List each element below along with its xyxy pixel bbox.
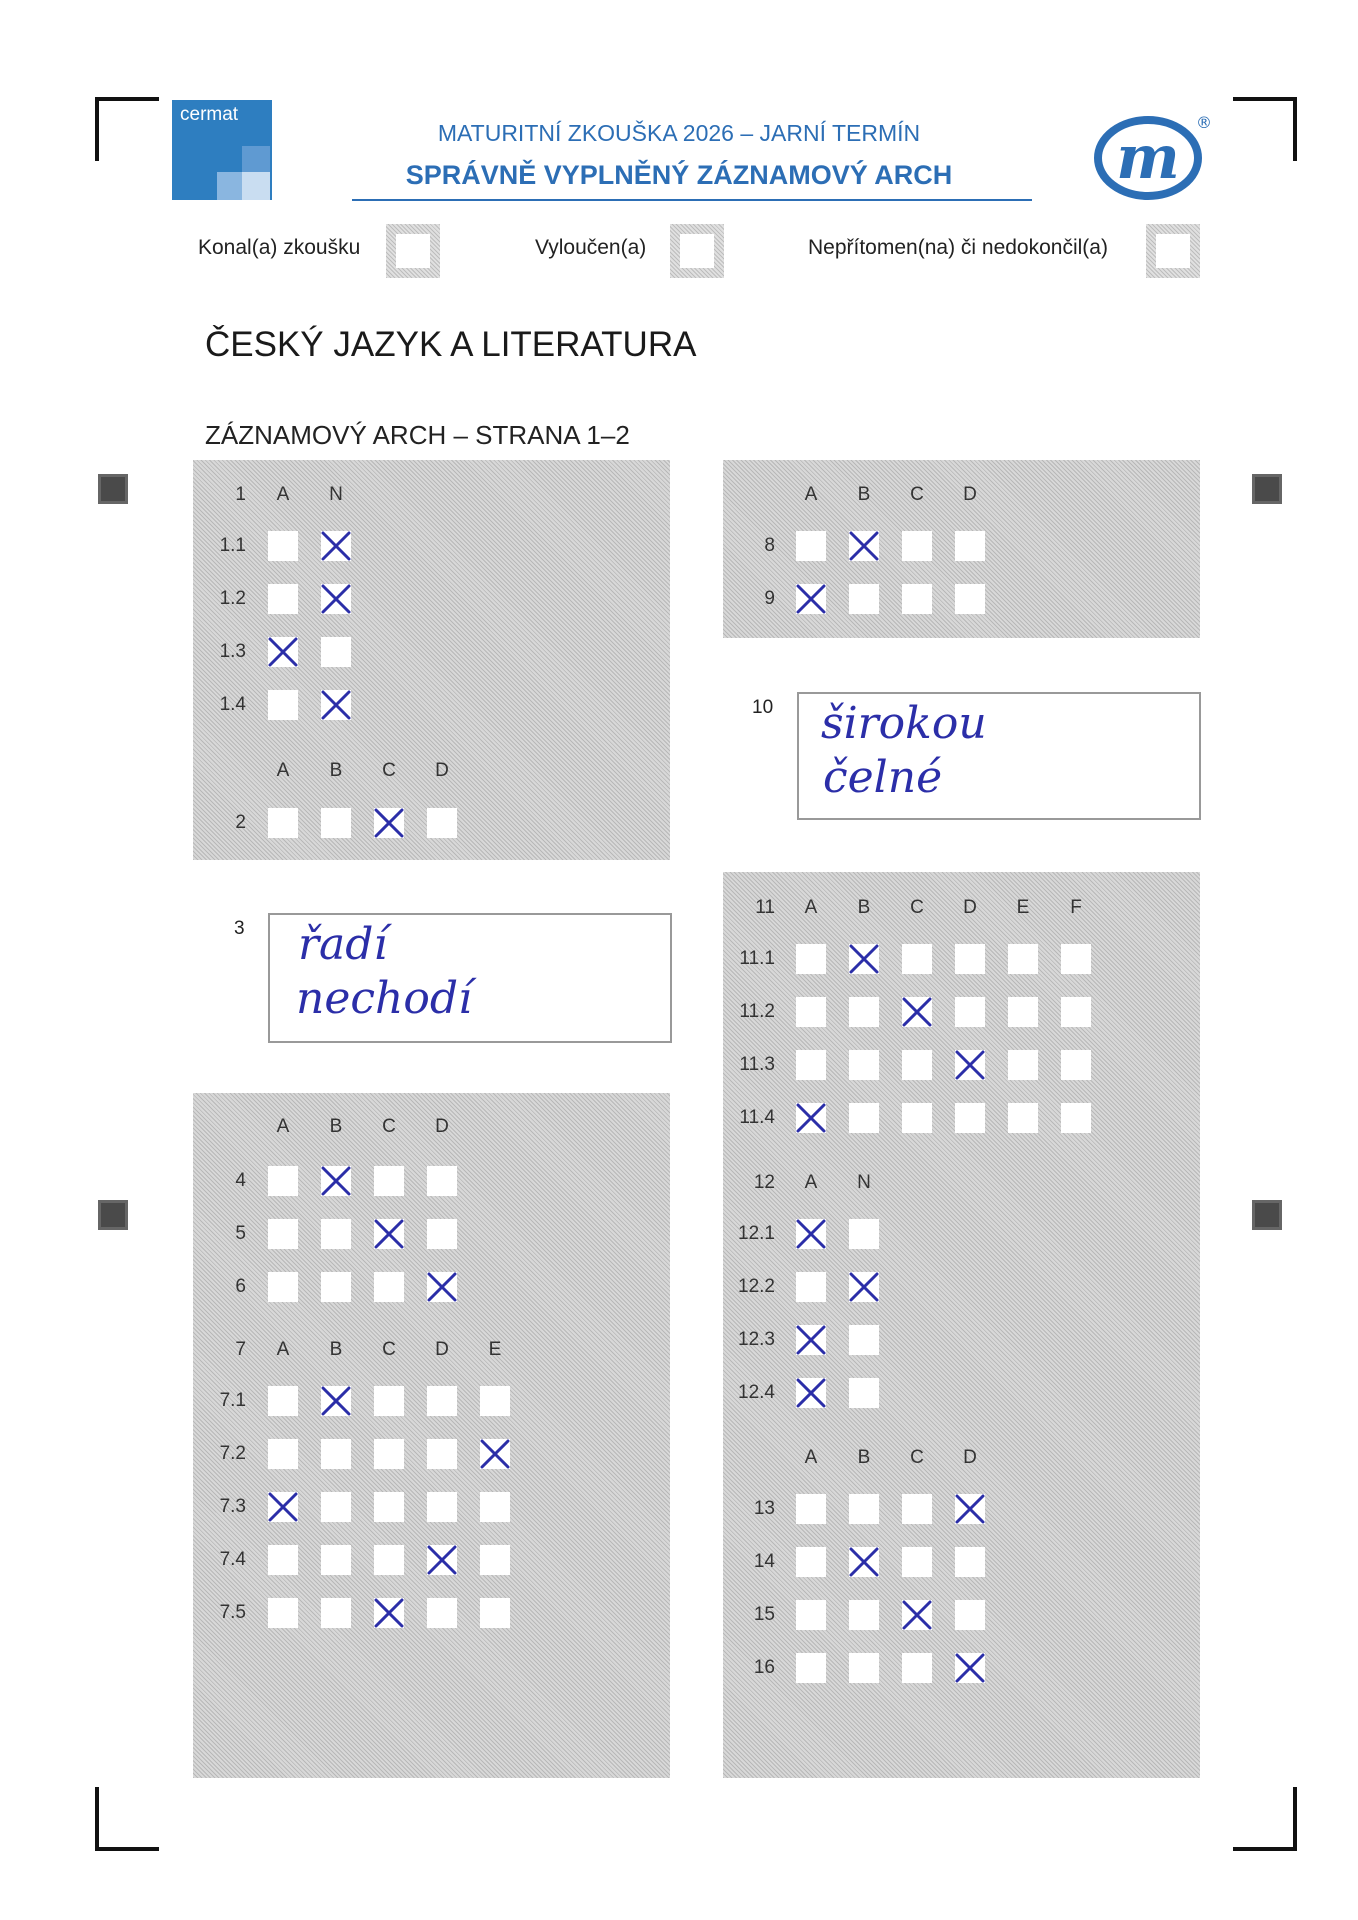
answer-cell-7-3-d[interactable] [427,1492,457,1522]
cross-mark-icon [846,528,882,564]
answer-cell-7-5-a[interactable] [268,1598,298,1628]
cermat-logo [172,100,272,200]
answer-cell-11-4-d[interactable] [955,1103,985,1133]
registration-mark [98,474,128,504]
q1-group-label: 1 [235,484,246,505]
cross-mark-icon [846,1544,882,1580]
answer-cell-11-4-b[interactable] [849,1103,879,1133]
registration-mark [1252,474,1282,504]
answer-cell-11-2-e[interactable] [1008,997,1038,1027]
answer-cell-5-d[interactable] [427,1219,457,1249]
column-header-d: D [963,1447,977,1468]
column-header-e: E [1016,897,1030,918]
row-label-6: 6 [235,1276,246,1297]
sheet-title: ZÁZNAMOVÝ ARCH – STRANA 1–2 [205,420,630,450]
cross-mark-icon [952,1491,988,1527]
answer-cell-9-d[interactable] [955,584,985,614]
answer-cell-5-b[interactable] [321,1219,351,1249]
answer-cell-11-4-e[interactable] [1008,1103,1038,1133]
row-label-1-2: 1.2 [219,588,246,609]
cross-mark-icon [793,1100,829,1136]
row-label-5: 5 [235,1223,246,1244]
column-header-b: B [857,897,871,918]
cross-mark-icon [793,1375,829,1411]
handwritten-answer-3-line2: nechodí [296,973,473,1024]
corner-mark-bottom-left [95,1787,159,1851]
answer-cell-1-2-a[interactable] [268,584,298,614]
answer-cell-11-2-f[interactable] [1061,997,1091,1027]
answer-cell-7-4-c[interactable] [374,1545,404,1575]
row-label-2: 2 [235,812,246,833]
handwritten-answer-10-line2: čelné [823,752,943,803]
status-checkbox-vyloucen[interactable] [670,224,724,278]
row-label-1-4: 1.4 [219,694,246,715]
answer-cell-11-1-d[interactable] [955,944,985,974]
column-header-d: D [963,897,977,918]
column-header-a: A [804,1172,818,1193]
row-label-7-5: 7.5 [219,1602,246,1623]
answer-cell-15-a[interactable] [796,1600,826,1630]
answer-cell-7-3-b[interactable] [321,1492,351,1522]
cross-mark-icon [793,1216,829,1252]
cross-mark-icon [265,1489,301,1525]
answer-cell-11-4-f[interactable] [1061,1103,1091,1133]
status-label-vyloucen: Vyloučen(a) [535,236,647,259]
corner-mark-bottom-right [1233,1787,1297,1851]
answer-cell-4-c[interactable] [374,1166,404,1196]
row-label-1-1: 1.1 [219,535,246,556]
question-3-label: 3 [234,918,245,939]
row-label-1-3: 1.3 [219,641,246,662]
cross-mark-icon [899,1597,935,1633]
column-header-n: N [329,484,343,505]
column-header-f: F [1070,897,1082,918]
corner-mark-top-right [1233,97,1297,161]
handwritten-answer-10-line1: širokou [821,698,987,749]
answer-cell-11-1-f[interactable] [1061,944,1091,974]
answer-cell-7-5-e[interactable] [480,1598,510,1628]
cross-mark-icon [318,1383,354,1419]
answer-cell-7-1-c[interactable] [374,1386,404,1416]
answer-cell-7-2-a[interactable] [268,1439,298,1469]
answer-cell-6-a[interactable] [268,1272,298,1302]
answer-box-3[interactable] [268,913,672,1043]
exam-title: MATURITNÍ ZKOUŠKA 2026 – JARNÍ TERMÍN [437,120,921,146]
cross-mark-icon [424,1269,460,1305]
cross-mark-icon [952,1047,988,1083]
column-header-d: D [963,484,977,505]
answer-cell-14-a[interactable] [796,1547,826,1577]
answer-cell-1-3-n[interactable] [321,637,351,667]
answer-cell-12-1-n[interactable] [849,1219,879,1249]
answer-cell-7-3-e[interactable] [480,1492,510,1522]
cross-mark-icon [846,1269,882,1305]
answer-cell-9-b[interactable] [849,584,879,614]
answer-cell-8-d[interactable] [955,531,985,561]
row-label-12-2: 12.2 [738,1276,775,1297]
corner-mark-top-left [95,97,159,161]
status-label-neprit: Nepřítomen(na) či nedokončil(a) [808,236,1108,259]
answer-cell-11-1-c[interactable] [902,944,932,974]
cross-mark-icon [318,687,354,723]
answer-cell-12-4-n[interactable] [849,1378,879,1408]
row-label-11-1: 11.1 [739,948,775,969]
answer-cell-11-1-a[interactable] [796,944,826,974]
row-label-12-3: 12.3 [738,1329,775,1350]
column-header-b: B [329,760,343,781]
row-label-11-2: 11.2 [739,1001,775,1022]
cross-mark-icon [318,1163,354,1199]
cross-mark-icon [424,1542,460,1578]
row-label-7-1: 7.1 [219,1390,246,1411]
answer-cell-12-2-a[interactable] [796,1272,826,1302]
answer-cell-14-d[interactable] [955,1547,985,1577]
question-10-label: 10 [752,697,774,718]
cross-mark-icon [371,1216,407,1252]
q12-group-label: 12 [753,1172,775,1193]
answer-cell-4-d[interactable] [427,1166,457,1196]
column-header-b: B [857,484,871,505]
answer-cell-13-c[interactable] [902,1494,932,1524]
row-label-9: 9 [764,588,775,609]
column-header-n: N [857,1172,871,1193]
column-header-c: C [382,1339,396,1360]
answer-box-10[interactable] [797,692,1201,820]
row-label-8: 8 [764,535,775,556]
answer-cell-14-c[interactable] [902,1547,932,1577]
row-label-15: 15 [753,1604,775,1625]
answer-cell-7-5-d[interactable] [427,1598,457,1628]
column-header-b: B [329,1116,343,1137]
answer-cell-7-2-b[interactable] [321,1439,351,1469]
answer-cell-7-3-c[interactable] [374,1492,404,1522]
row-label-16: 16 [753,1657,775,1678]
answer-cell-13-a[interactable] [796,1494,826,1524]
answer-cell-15-d[interactable] [955,1600,985,1630]
column-header-e: E [488,1339,502,1360]
answer-cell-5-a[interactable] [268,1219,298,1249]
row-label-13: 13 [753,1498,775,1519]
handwritten-answer-3-line1: řadí [298,919,388,970]
answer-cell-11-3-b[interactable] [849,1050,879,1080]
answer-cell-16-b[interactable] [849,1653,879,1683]
column-header-a: A [804,484,818,505]
column-header-a: A [276,1116,290,1137]
registered-mark: ® [1196,113,1212,132]
q7-group-label: 7 [235,1339,246,1360]
column-header-a: A [276,760,290,781]
column-header-a: A [804,1447,818,1468]
answer-cell-11-2-b[interactable] [849,997,879,1027]
cross-mark-icon [846,941,882,977]
cermat-logo-text: cermat [180,104,239,125]
subject-title: ČESKÝ JAZYK A LITERATURA [205,325,697,364]
answer-cell-8-c[interactable] [902,531,932,561]
answer-cell-12-3-n[interactable] [849,1325,879,1355]
column-header-c: C [910,897,924,918]
column-header-b: B [857,1447,871,1468]
answer-cell-7-4-e[interactable] [480,1545,510,1575]
answer-cell-2-b[interactable] [321,808,351,838]
answer-cell-7-2-c[interactable] [374,1439,404,1469]
column-header-b: B [329,1339,343,1360]
answer-cell-2-a[interactable] [268,808,298,838]
answer-cell-15-b[interactable] [849,1600,879,1630]
maturita-logo-letter: m [1116,123,1180,193]
answer-cell-11-2-d[interactable] [955,997,985,1027]
column-header-a: A [276,1339,290,1360]
column-header-a: A [804,897,818,918]
answer-cell-1-4-a[interactable] [268,690,298,720]
column-header-c: C [382,760,396,781]
answer-cell-7-2-d[interactable] [427,1439,457,1469]
row-label-7-2: 7.2 [219,1443,246,1464]
cross-mark-icon [899,994,935,1030]
row-label-4: 4 [235,1170,246,1191]
status-checkbox-konal[interactable] [386,224,440,278]
column-header-c: C [382,1116,396,1137]
q11-group-label: 11 [755,897,775,918]
cross-mark-icon [477,1436,513,1472]
column-header-d: D [435,1116,449,1137]
answer-cell-1-1-a[interactable] [268,531,298,561]
answer-cell-16-c[interactable] [902,1653,932,1683]
column-header-c: C [910,484,924,505]
row-label-7-4: 7.4 [219,1549,246,1570]
answer-cell-7-1-d[interactable] [427,1386,457,1416]
answer-cell-11-4-c[interactable] [902,1103,932,1133]
answer-cell-7-1-e[interactable] [480,1386,510,1416]
column-header-d: D [435,1339,449,1360]
cross-mark-icon [793,1322,829,1358]
answer-cell-11-3-a[interactable] [796,1050,826,1080]
answer-cell-6-c[interactable] [374,1272,404,1302]
row-label-11-3: 11.3 [739,1054,775,1075]
sheet-heading: SPRÁVNĚ VYPLNĚNÝ ZÁZNAMOVÝ ARCH [405,160,953,190]
column-header-c: C [910,1447,924,1468]
column-header-d: D [435,760,449,781]
answer-cell-8-a[interactable] [796,531,826,561]
column-header-a: A [276,484,290,505]
row-label-14: 14 [753,1551,775,1572]
answer-cell-11-3-e[interactable] [1008,1050,1038,1080]
row-label-12-4: 12.4 [738,1382,775,1403]
cross-mark-icon [265,634,301,670]
answer-cell-7-4-a[interactable] [268,1545,298,1575]
cross-mark-icon [318,581,354,617]
answer-cell-6-b[interactable] [321,1272,351,1302]
answer-cell-16-a[interactable] [796,1653,826,1683]
answer-cell-11-3-f[interactable] [1061,1050,1091,1080]
answer-cell-7-4-b[interactable] [321,1545,351,1575]
cross-mark-icon [793,581,829,617]
cross-mark-icon [952,1650,988,1686]
registration-mark [98,1200,128,1230]
answer-cell-11-1-e[interactable] [1008,944,1038,974]
header-divider [352,199,1032,201]
registration-mark [1252,1200,1282,1230]
cross-mark-icon [371,1595,407,1631]
cross-mark-icon [318,528,354,564]
answer-cell-9-c[interactable] [902,584,932,614]
status-label-konal: Konal(a) zkoušku [198,236,361,259]
row-label-11-4: 11.4 [739,1107,775,1128]
row-label-12-1: 12.1 [738,1223,775,1244]
cross-mark-icon [371,805,407,841]
answer-cell-4-a[interactable] [268,1166,298,1196]
maturita-logo [1090,108,1214,203]
row-label-7-3: 7.3 [219,1496,246,1517]
status-checkbox-neprit[interactable] [1146,224,1200,278]
answer-cell-7-1-a[interactable] [268,1386,298,1416]
answer-cell-2-d[interactable] [427,808,457,838]
answer-cell-11-2-a[interactable] [796,997,826,1027]
answer-cell-7-5-b[interactable] [321,1598,351,1628]
answer-cell-11-3-c[interactable] [902,1050,932,1080]
answer-cell-13-b[interactable] [849,1494,879,1524]
